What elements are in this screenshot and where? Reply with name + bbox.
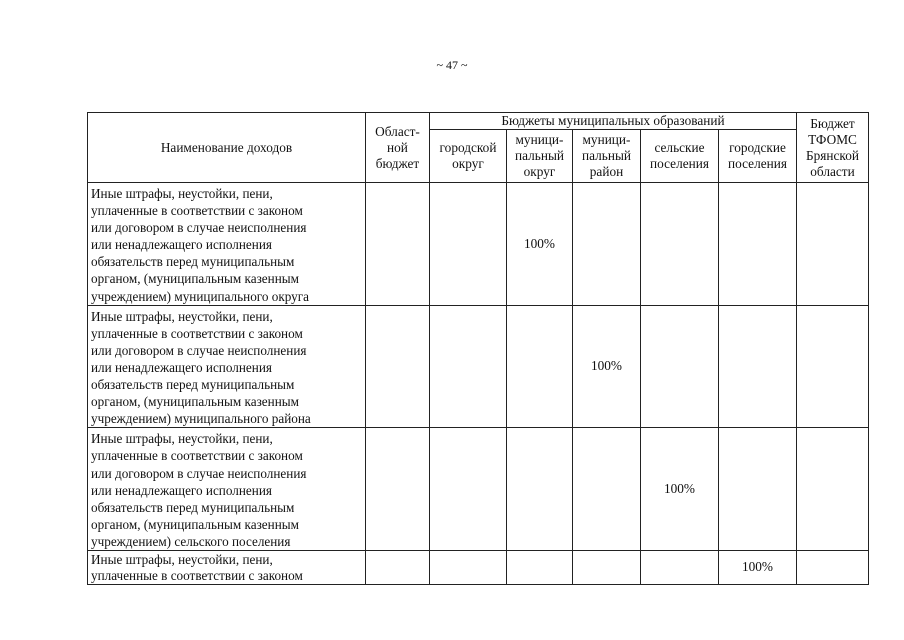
revenue-distribution-table bbox=[87, 112, 869, 585]
value-cell bbox=[366, 183, 430, 306]
table-row bbox=[88, 550, 869, 584]
value-cell bbox=[366, 550, 430, 584]
value-cell: 100% bbox=[507, 183, 573, 306]
value-cell bbox=[507, 428, 573, 551]
revenue-name-cell: Иные штрафы, неустойки, пени, уплаченные в соответствии с законом или договором в случае неисполнения или ненадлежащего исполнения обязательств перед муниципальным органом, (муниципальным казенным учреждением) муниципального округа bbox=[88, 183, 366, 306]
value-cell: 100% bbox=[573, 305, 641, 428]
value-cell bbox=[507, 550, 573, 584]
value-cell: 100% bbox=[719, 550, 797, 584]
value-cell bbox=[641, 550, 719, 584]
header-rural-settlements: сельские поселения bbox=[641, 130, 719, 183]
table-row bbox=[88, 305, 869, 428]
value-cell bbox=[430, 550, 507, 584]
value-cell bbox=[719, 183, 797, 306]
value-cell bbox=[719, 428, 797, 551]
page-number: ~ 47 ~ bbox=[436, 58, 468, 72]
value-cell bbox=[430, 183, 507, 306]
header-municipal-budgets: Бюджеты муниципальных образований bbox=[430, 113, 797, 130]
header-tfoms-budget: Бюджет ТФОМС Брянской области bbox=[797, 113, 869, 183]
value-cell bbox=[797, 550, 869, 584]
revenue-name-cell: Иные штрафы, неустойки, пени, уплаченные в соответствии с законом или договором в случае неисполнения или ненадлежащего исполнения обязательств перед муниципальным органом, (муниципальным казенным учреждением) сельского поселения bbox=[88, 428, 366, 551]
value-cell bbox=[507, 305, 573, 428]
value-cell bbox=[641, 183, 719, 306]
value-cell: 100% bbox=[641, 428, 719, 551]
header-urban-settlements: городские поселения bbox=[719, 130, 797, 183]
header-city-district: городской округ bbox=[430, 130, 507, 183]
value-cell bbox=[430, 305, 507, 428]
value-cell bbox=[573, 550, 641, 584]
header-revenue-name: Наименование доходов bbox=[88, 113, 366, 183]
table-row bbox=[88, 428, 869, 551]
value-cell bbox=[366, 305, 430, 428]
value-cell bbox=[797, 428, 869, 551]
revenue-name-cell: Иные штрафы, неустойки, пени, уплаченные в соответствии с законом или договором в случае неисполнения или ненадлежащего исполнения обязательств перед муниципальным органом, (муниципальным казенным учреждением) муниципального района bbox=[88, 305, 366, 428]
value-cell bbox=[366, 428, 430, 551]
header-regional-budget: Област- ной бюджет bbox=[366, 113, 430, 183]
value-cell bbox=[430, 428, 507, 551]
table-row bbox=[88, 183, 869, 306]
value-cell bbox=[797, 305, 869, 428]
value-cell bbox=[573, 428, 641, 551]
value-cell bbox=[641, 305, 719, 428]
value-cell bbox=[573, 183, 641, 306]
value-cell bbox=[719, 305, 797, 428]
header-municipal-district: муници- пальный округ bbox=[507, 130, 573, 183]
value-cell bbox=[797, 183, 869, 306]
header-municipal-area: муници- пальный район bbox=[573, 130, 641, 183]
revenue-name-cell: Иные штрафы, неустойки, пени, уплаченные в соответствии с законом bbox=[88, 550, 366, 584]
